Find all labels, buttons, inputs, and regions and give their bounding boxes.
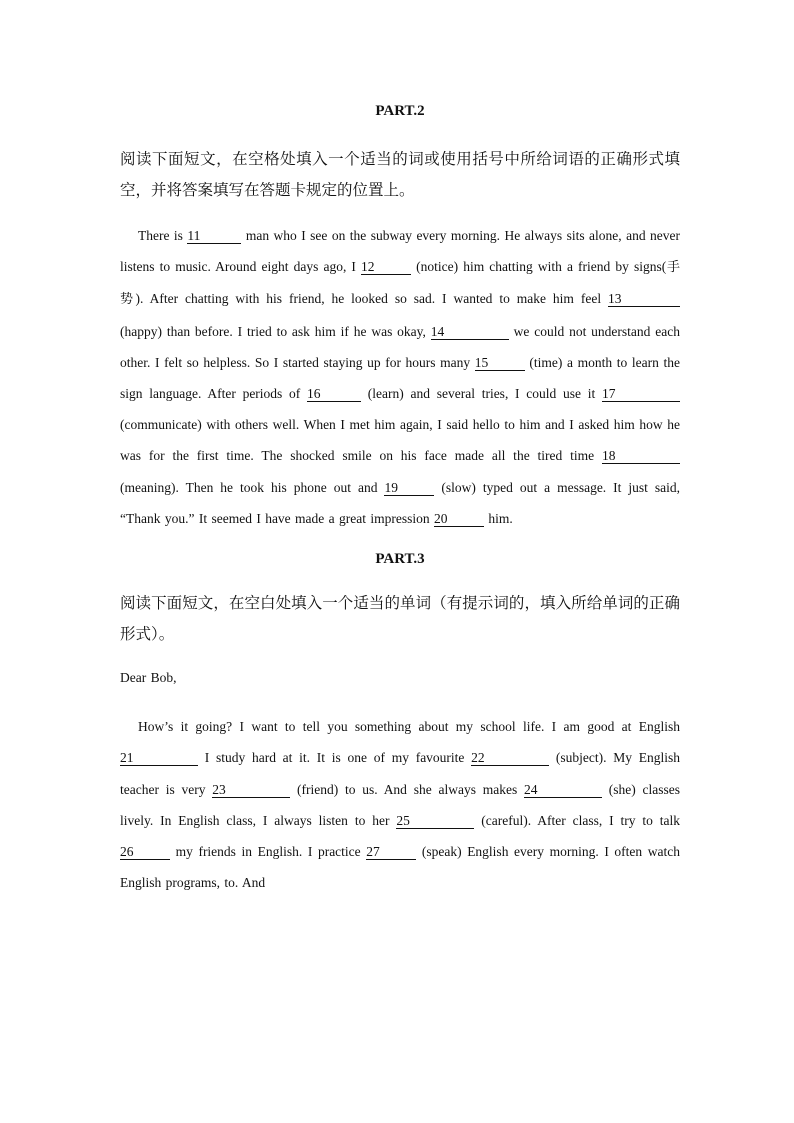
blank-23[interactable]: 23	[212, 783, 290, 798]
blank-17[interactable]: 17	[602, 387, 680, 402]
part3-title: PART.3	[375, 551, 425, 568]
blank-12[interactable]: 12	[361, 260, 411, 275]
blank-13[interactable]: 13	[608, 292, 680, 307]
blank-11[interactable]: 11	[187, 229, 241, 244]
blank-21[interactable]: 21	[120, 751, 198, 766]
blank-24[interactable]: 24	[524, 783, 602, 798]
part2-passage: There is 11 man who I see on the subway every morning. He always sits alone, and never listens to music. Around eight days ago, I 12 (notice) him chatting with a friend by signs(手势). After chatting with his friend, he looked so sad. I wanted to make him feel 13 (happy) than before. I tried to ask him if he was okay, 14 we could not understand each other. I felt so helpless. So I started staying up for hours many 15 (time) a month to learn the sign language. After periods of 16 (learn) and several tries, I could use it 17 (communicate) with others well. When I met him again, I said hello to him and I asked him how he was for the first time. The shocked smile on his face made all the tired time 18 (meaning). Then he took his phone out and 19 (slow) typed out a message. It just said, “Thank you.” It seemed I have made a great impression 20 him.	[120, 228, 681, 526]
blank-20[interactable]: 20	[434, 512, 484, 527]
part3-instruction: 阅读下面短文，在空白处填入一个适当的单词（有提示词的，填入所给单词的正确形式）。	[120, 594, 680, 644]
blank-15[interactable]: 15	[475, 356, 525, 371]
document-page	[120, 100, 680, 898]
blank-14[interactable]: 14	[431, 325, 509, 340]
blank-19[interactable]: 19	[384, 481, 434, 496]
blank-22[interactable]: 22	[471, 751, 549, 766]
letter-salutation: Dear Bob,	[120, 670, 177, 686]
part3-passage: How’s it going? I want to tell you something about my school life. I am good at English 21 I study hard at it. It is one of my favourite 22 (subject). My English teacher is very 23 (friend) to us. And she always makes 24 (she) classes lively. In English class, I always listen to her 25 (careful). After class, I try to talk 26 my friends in English. I practice 27 (speak) English every morning. I often watch English programs, to. And	[120, 719, 680, 891]
part2-title: PART.2	[375, 103, 425, 119]
blank-27[interactable]: 27	[366, 845, 416, 860]
blank-18[interactable]: 18	[602, 449, 680, 464]
blank-26[interactable]: 26	[120, 845, 170, 860]
sign-word: 手势	[120, 260, 680, 308]
blank-16[interactable]: 16	[307, 387, 361, 402]
blank-25[interactable]: 25	[396, 814, 474, 829]
part2-instruction: 阅读下面短文，在空格处填入一个适当的词或使用括号中所给词语的正确形式填空，并将答案填写在答题卡规定的位置上。	[120, 150, 680, 199]
